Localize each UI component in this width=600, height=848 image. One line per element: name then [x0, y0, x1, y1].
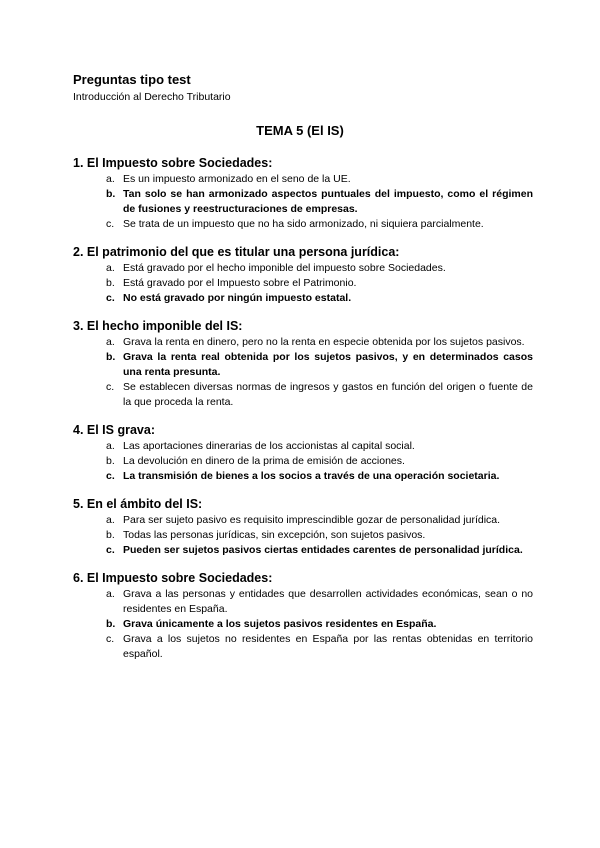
- question-heading: 5. En el ámbito del IS:: [73, 497, 203, 511]
- option-text: Para ser sujeto pasivo es requisito imprescindible gozar de personalidad jurídica.: [123, 514, 501, 526]
- topic-title: TEMA 5 (El IS): [256, 123, 344, 138]
- option-list: [73, 261, 533, 306]
- answer-option-correct: [73, 543, 533, 558]
- question-2: [73, 244, 533, 306]
- option-letter: a.: [106, 336, 115, 348]
- question-list: [73, 155, 533, 674]
- option-text: Tan solo se han armonizado aspectos puntuales del impuesto, como el régimen de fusiones y reestructuraciones de empresas.: [123, 188, 533, 215]
- question-heading: 1. El Impuesto sobre Sociedades:: [73, 156, 273, 170]
- answer-option: [73, 439, 533, 454]
- option-list: [73, 587, 533, 662]
- answer-option: [73, 528, 533, 543]
- option-letter: c.: [106, 292, 115, 304]
- option-text: Grava únicamente a los sujetos pasivos residentes en España.: [123, 618, 437, 630]
- option-letter: a.: [106, 173, 115, 185]
- answer-option-correct: [73, 469, 533, 484]
- question-1: [73, 155, 533, 232]
- option-text: No está gravado por ningún impuesto estatal.: [123, 292, 352, 304]
- option-text: Pueden ser sujetos pasivos ciertas entidades carentes de personalidad jurídica.: [123, 544, 523, 556]
- answer-option: [73, 454, 533, 469]
- option-text: Todas las personas jurídicas, sin excepción, son sujetos pasivos.: [123, 529, 426, 541]
- option-letter: a.: [106, 440, 115, 452]
- option-text: Las aportaciones dinerarias de los accionistas al capital social.: [123, 440, 415, 452]
- document-title: Preguntas tipo test: [73, 72, 191, 87]
- option-letter: b.: [106, 618, 116, 630]
- option-text: La devolución en dinero de la prima de emisión de acciones.: [123, 455, 405, 467]
- answer-option: [73, 632, 533, 662]
- option-text: Grava a los sujetos no residentes en España por las rentas obtenidas en territorio español.: [123, 633, 533, 660]
- question-3: [73, 318, 533, 410]
- answer-option-correct: [73, 187, 533, 217]
- option-letter: a.: [106, 262, 115, 274]
- answer-option: [73, 513, 533, 528]
- document-subtitle: Introducción al Derecho Tributario: [73, 91, 231, 103]
- answer-option: [73, 380, 533, 410]
- question-heading: 3. El hecho imponible del IS:: [73, 319, 243, 333]
- answer-option-correct: [73, 350, 533, 380]
- answer-option-correct: [73, 291, 533, 306]
- option-letter: c.: [106, 544, 115, 556]
- option-letter: c.: [106, 218, 115, 230]
- option-text: Se establecen diversas normas de ingresos y gastos en función del origen o fuente de la que proceda la renta.: [123, 381, 533, 408]
- question-heading: 2. El patrimonio del que es titular una persona jurídica:: [73, 245, 400, 259]
- answer-option: [73, 276, 533, 291]
- question-heading: 4. El IS grava:: [73, 423, 155, 437]
- question-4: [73, 422, 533, 484]
- option-letter: c.: [106, 633, 115, 645]
- answer-option: [73, 172, 533, 187]
- option-text: Está gravado por el hecho imponible del impuesto sobre Sociedades.: [123, 262, 446, 274]
- answer-option: [73, 217, 533, 232]
- answer-option: [73, 587, 533, 617]
- option-list: [73, 172, 533, 232]
- option-text: Se trata de un impuesto que no ha sido armonizado, ni siquiera parcialmente.: [123, 218, 484, 230]
- question-heading: 6. El Impuesto sobre Sociedades:: [73, 571, 273, 585]
- answer-option: [73, 261, 533, 276]
- option-letter: b.: [106, 351, 116, 363]
- option-letter: c.: [106, 381, 115, 393]
- option-list: [73, 439, 533, 484]
- option-letter: c.: [106, 470, 115, 482]
- option-letter: b.: [106, 277, 115, 289]
- option-letter: a.: [106, 514, 115, 526]
- option-text: Grava a las personas y entidades que desarrollen actividades económicas, sean o no residentes en España.: [123, 588, 533, 615]
- option-text: Grava la renta en dinero, pero no la renta en especie obtenida por los sujetos pasivos.: [123, 336, 525, 348]
- option-list: [73, 513, 533, 558]
- option-text: Es un impuesto armonizado en el seno de la UE.: [123, 173, 351, 185]
- option-letter: a.: [106, 588, 115, 600]
- option-letter: b.: [106, 529, 115, 541]
- option-letter: b.: [106, 188, 116, 200]
- question-5: [73, 496, 533, 558]
- option-text: La transmisión de bienes a los socios a través de una operación societaria.: [123, 470, 500, 482]
- answer-option-correct: [73, 617, 533, 632]
- answer-option: [73, 335, 533, 350]
- option-text: Grava la renta real obtenida por los sujetos pasivos, y en determinados casos una renta presunta.: [123, 351, 533, 378]
- question-6: [73, 570, 533, 662]
- option-text: Está gravado por el Impuesto sobre el Patrimonio.: [123, 277, 357, 289]
- option-list: [73, 335, 533, 410]
- option-letter: b.: [106, 455, 115, 467]
